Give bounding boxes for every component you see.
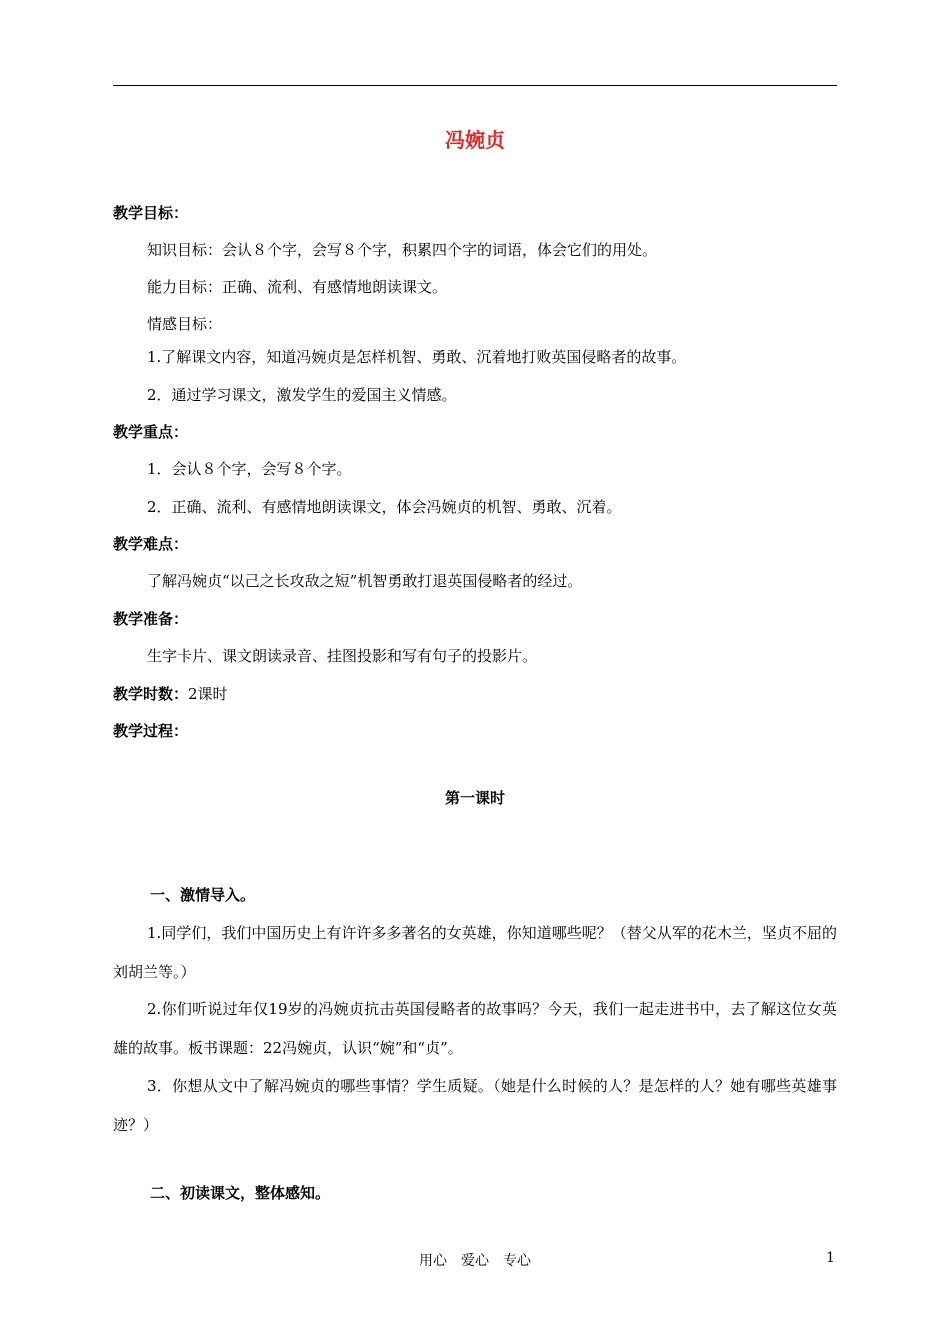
- section-1-paragraph-1: 1.同学们，我们中国历史上有许许多多著名的女英雄，你知道哪些呢？（替父从军的花木兰，坚贞不屈的刘胡兰等。）: [113, 924, 837, 981]
- process-heading: 教学过程：: [113, 722, 189, 740]
- key-point-2: 2．正确、流利、有感情地朗读课文，体会冯婉贞的机智、勇敢、沉着。: [147, 498, 622, 516]
- teaching-hours: [113, 684, 228, 704]
- difficulty-heading: 教学难点：: [113, 535, 189, 553]
- section-1-paragraph-2: 2.你们听说过年仅19岁的冯婉贞抗击英国侵略者的故事吗？今天，我们一起走进书中，去了解这位女英雄的故事。板书课题：22冯婉贞，认识“婉”和“贞”。: [113, 1000, 837, 1057]
- page-number: 1: [826, 1250, 835, 1266]
- emotion-goal-1: 1.了解课文内容，知道冯婉贞是怎样机智、勇敢、沉着地打败英国侵略者的故事。: [147, 348, 687, 366]
- emotion-goal: 情感目标：: [147, 315, 223, 333]
- header-rule: [113, 85, 837, 86]
- key-points-heading: 教学重点：: [113, 423, 189, 441]
- objectives-heading: 教学目标：: [113, 204, 189, 222]
- preparation-text: 生字卡片、课文朗读录音、挂图投影和写有句子的投影片。: [147, 647, 538, 665]
- teaching-hours-value: 2课时: [188, 685, 228, 703]
- preparation-heading: 教学准备：: [113, 610, 189, 628]
- difficulty-text: 了解冯婉贞“以己之长攻敌之短”机智勇敢打退英国侵略者的经过。: [147, 572, 583, 590]
- lesson-title: 第一课时: [444, 789, 505, 807]
- footer-text: 用心 爱心 专心: [419, 1253, 531, 1269]
- emotion-goal-2: 2．通过学习课文，激发学生的爱国主义情感。: [147, 386, 457, 404]
- ability-goal: 能力目标：正确、流利、有感情地朗读课文。: [147, 278, 448, 296]
- knowledge-goal: 知识目标：会认８个字，会写８个字，积累四个字的词语，体会它们的用处。: [147, 241, 658, 259]
- document-title: 冯婉贞: [445, 128, 505, 152]
- key-point-1: 1．会认８个字，会写８个字。: [147, 460, 352, 478]
- section-2-title: 二、初读课文，整体感知。: [150, 1184, 331, 1202]
- section-1-paragraph-3: 3．你想从文中了解冯婉贞的哪些事情？学生质疑。（她是什么时候的人？是怎样的人？她有哪些英雄事迹？）: [113, 1077, 837, 1134]
- section-1-title: 一、激情导入。: [150, 886, 256, 904]
- teaching-hours-heading: 教学时数：: [113, 685, 189, 703]
